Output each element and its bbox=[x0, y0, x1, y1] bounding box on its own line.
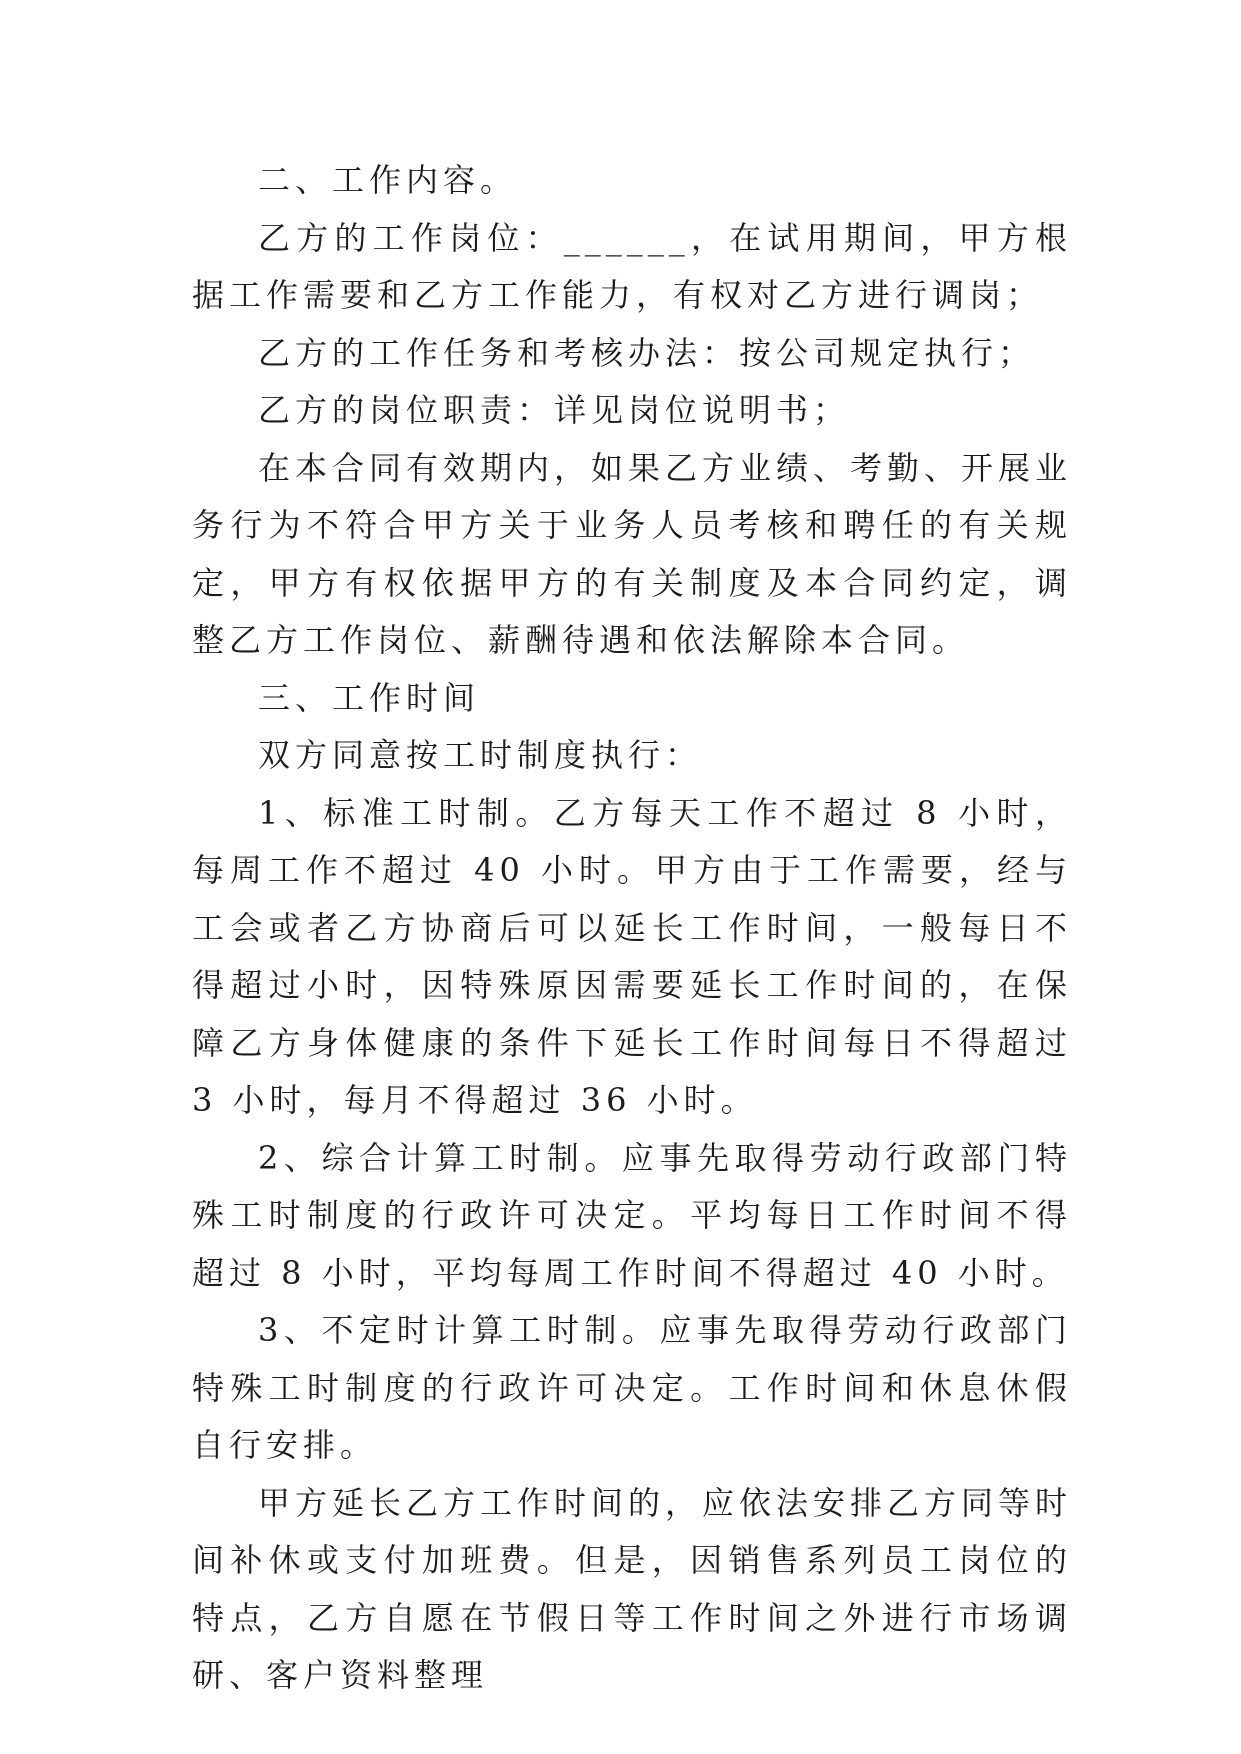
paragraph-comprehensive-hours: 2、综合计算工时制。应事先取得劳动行政部门特殊工时制度的行政许可决定。平均每日工作时间不得超过 8 小时，平均每周工作时间不得超过 40 小时。 bbox=[192, 1138, 1072, 1292]
paragraph-flexible-hours: 3、不定时计算工时制。应事先取得劳动行政部门特殊工时制度的行政许可决定。工作时间和休息休假自行安排。 bbox=[192, 1311, 1072, 1464]
section-heading-work-content: 二、工作内容。 bbox=[258, 161, 518, 199]
document-body bbox=[192, 152, 1072, 1705]
paragraph-job-duties: 乙方的岗位职责：详见岗位说明书； bbox=[258, 391, 851, 429]
section-heading-work-time: 三、工作时间 bbox=[258, 678, 481, 717]
paragraph-tasks-assessment: 乙方的工作任务和考核办法：按公司规定执行； bbox=[258, 333, 1036, 372]
paragraph-standard-hours: 1、标准工时制。乙方每天工作不超过 8 小时，每周工作不超过 40 小时。甲方由于工作需要，经与工会或者乙方协商后可以延长工作时间，一般每日不得超过小时，因特殊原因需要延长工作时间的，在保障乙方身体健康的条件下延长工作时间每日不得超过 3 小时，每月不得超过 36 小时。 bbox=[192, 793, 1072, 1119]
paragraph-contract-adjustment: 在本合同有效期内，如果乙方业绩、考勤、开展业务行为不符合甲方关于业务人员考核和聘任的有关规定，甲方有权依据甲方的有关制度及本合同约定，调整乙方工作岗位、薪酬待遇和依法解除本合同。 bbox=[192, 448, 1073, 659]
paragraph-job-position: 乙方的工作岗位：______，在试用期间，甲方根据工作需要和乙方工作能力，有权对乙方进行调岗； bbox=[192, 218, 1072, 314]
paragraph-working-hours-intro: 双方同意按工时制度执行： bbox=[258, 736, 703, 774]
paragraph-overtime: 甲方延长乙方工作时间的，应依法安排乙方同等时间补休或支付加班费。但是，因销售系列员工岗位的特点，乙方自愿在节假日等工作时间之外进行市场调研、客户资料整理 bbox=[192, 1483, 1073, 1694]
